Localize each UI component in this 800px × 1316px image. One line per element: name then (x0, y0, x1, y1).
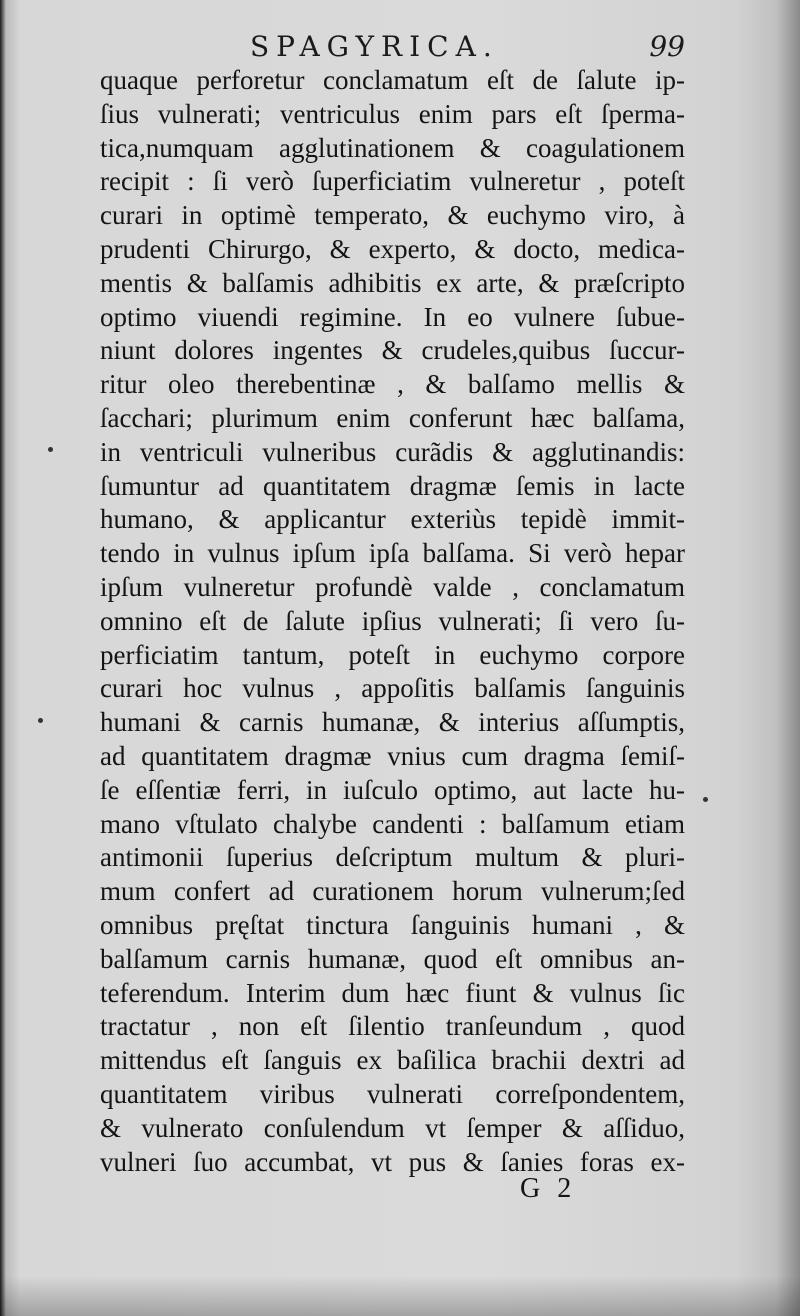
running-title: SPAGYRICA. (250, 30, 499, 63)
text-line: ipſum vulneretur profundè valde , conclamatum (100, 571, 685, 602)
text-line: tica,numquam agglutinationem & coagulationem (100, 132, 685, 163)
text-line: ſius vulnerati; ventriculus enim pars eſt ſperma- (100, 98, 685, 129)
text-line: optimo viuendi regimine. In eo vulnere ſubue- (100, 301, 685, 332)
text-line: & vulnerato conſulendum vt ſemper & aſſiduo, (100, 1112, 685, 1143)
text-line: omnino eſt de ſalute ipſius vulnerati; ſi vero ſu- (100, 605, 685, 636)
text-line: teferendum. Interim dum hæc fiunt & vulnus ſic (100, 977, 685, 1008)
text-line: ritur oleo therebentinæ , & balſamo mellis & (100, 369, 685, 400)
text-line: antimonii ſuperius deſcriptum multum & pluri- (100, 842, 685, 873)
text-line: omnibus pręſtat tinctura ſanguinis humani , & (100, 909, 685, 940)
text-line: tractatur , non eſt ſilentio tranſeundum , quod (100, 1011, 685, 1042)
text-line: mano vſtulato chalybe candenti : balſamum etiam (100, 808, 685, 839)
page-number: 99 (649, 30, 685, 63)
text-line: curari in optimè temperato, & euchymo viro, à (100, 200, 685, 231)
body-text (100, 64, 685, 1179)
text-line: curari hoc vulnus , appoſitis balſamis ſanguinis (100, 673, 685, 704)
text-line: ſumuntur ad quantitatem dragmæ ſemis in lacte (100, 470, 685, 501)
text-line: prudenti Chirurgo, & experto, & docto, medica- (100, 233, 685, 264)
text-line: vulneri ſuo accumbat, vt pus & ſanies foras ex- (100, 1146, 685, 1177)
running-head (100, 24, 685, 68)
ink-speck (38, 718, 43, 723)
text-line: ſe eſſentiæ ferri, in iuſculo optimo, aut lacte hu- (100, 774, 685, 805)
text-line: mum confert ad curationem horum vulnerum;ſed (100, 876, 685, 907)
text-line: quantitatem viribus vulnerati correſpondentem, (100, 1078, 685, 1109)
text-line: humani & carnis humanæ, & interius aſſumptis, (100, 707, 685, 738)
text-line: niunt dolores ingentes & crudeles,quibus ſuccur- (100, 335, 685, 366)
text-line: perficiatim tantum, poteſt in euchymo corpore (100, 639, 685, 670)
text-line: ſacchari; plurimum enim conferunt hæc balſama, (100, 402, 685, 433)
text-line: in ventriculi vulneribus curãdis & agglutinandis: (100, 436, 685, 467)
text-line: mittendus eſt ſanguis ex baſilica brachii dextri ad (100, 1045, 685, 1076)
text-line: recipit : ſi verò ſuperficiatim vulneretur , poteſt (100, 166, 685, 197)
text-line: ad quantitatem dragmæ vnius cum dragma ſemiſ- (100, 740, 685, 771)
ink-speck (48, 447, 53, 452)
text-line: humano, & applicantur exteriùs tepidè immit- (100, 504, 685, 535)
text-line: quaque perforetur conclamatum eſt de ſalute ip- (100, 65, 685, 95)
text-line: balſamum carnis humanæ, quod eſt omnibus an- (100, 943, 685, 974)
signature-mark: G 2 (520, 1173, 572, 1204)
text-line: mentis & balſamis adhibitis ex arte, & præſcripto (100, 267, 685, 298)
ink-speck (703, 797, 708, 802)
text-line: tendo in vulnus ipſum ipſa balſama. Si verò hepar (100, 538, 685, 569)
